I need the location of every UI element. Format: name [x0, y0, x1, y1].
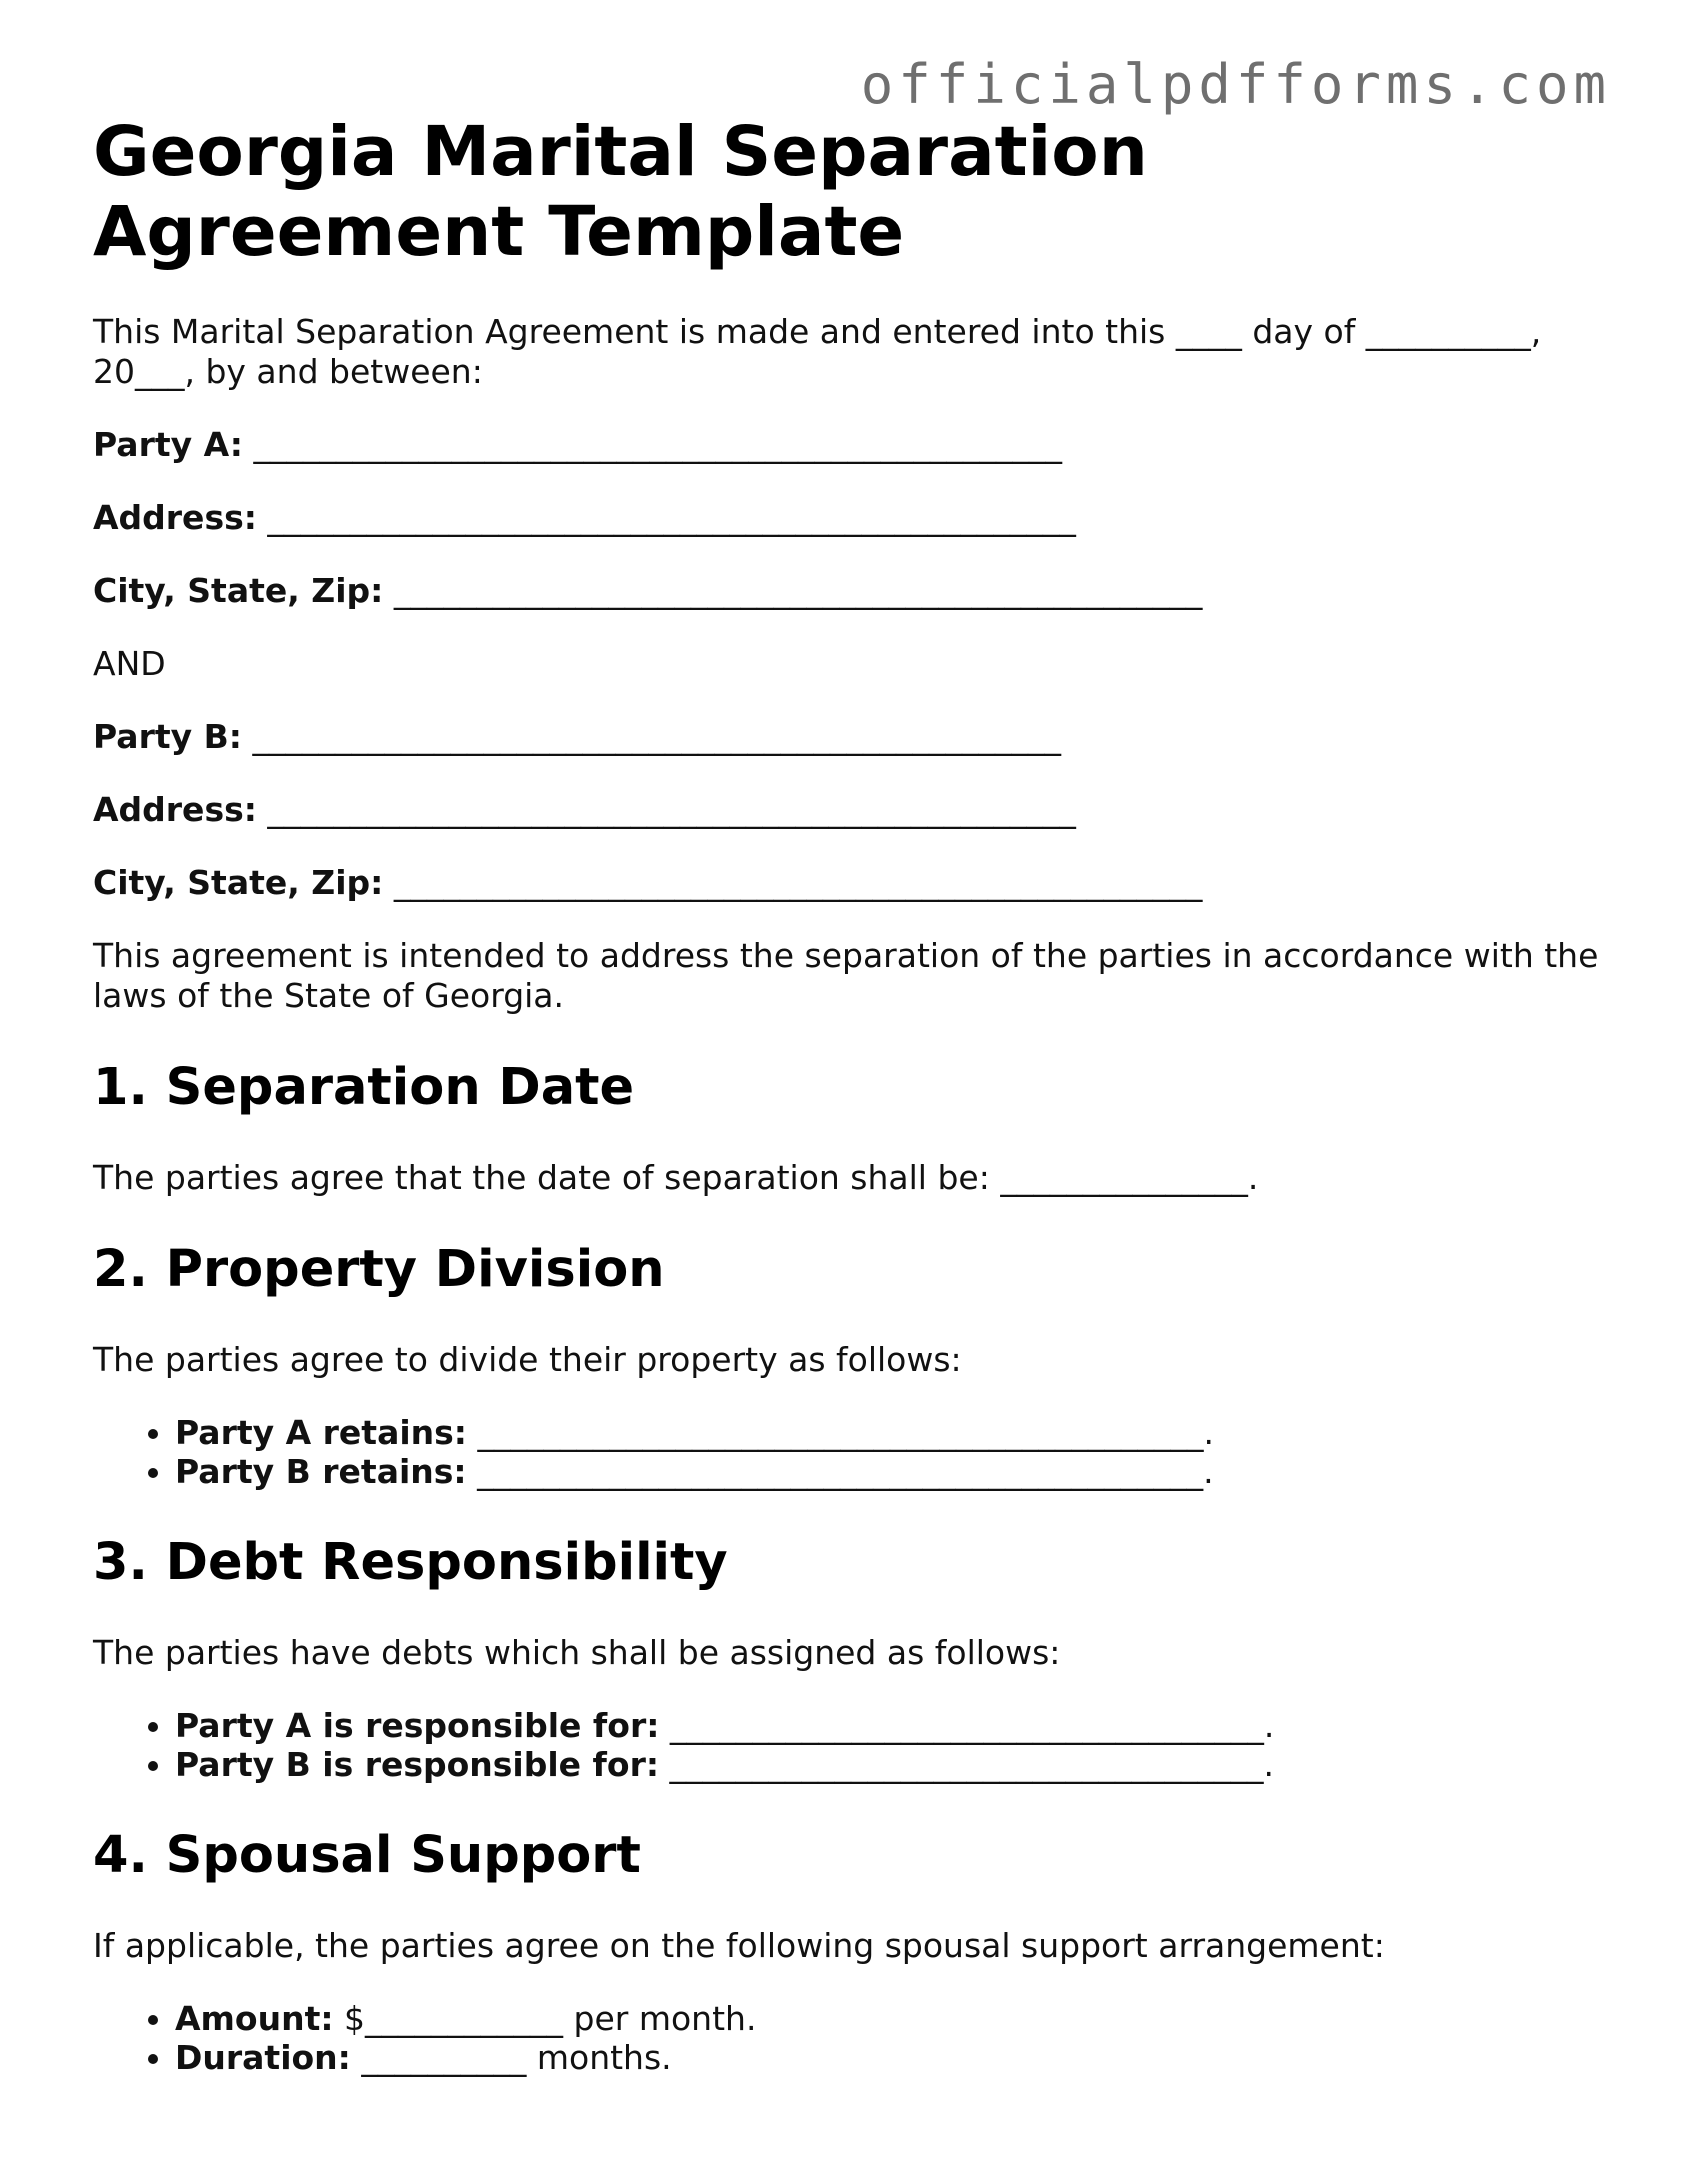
watermark: officialpdfforms.com — [860, 53, 1611, 116]
property-division-text: The parties agree to divide their property as follows: — [93, 1340, 962, 1379]
item-label: Party A retains: — [175, 1413, 467, 1452]
section-heading-spousal-support: 4. Spousal Support — [93, 1826, 641, 1885]
field-label: City, State, Zip: — [93, 571, 384, 610]
party-b-name-field — [93, 717, 1603, 757]
list-item — [175, 1745, 1603, 1784]
spousal-support-text: If applicable, the parties agree on the following spousal support arrangement: — [93, 1926, 1385, 1965]
party-a-name-field — [93, 425, 1603, 465]
field-label: Party B: — [93, 717, 242, 756]
party-a-address-blank[interactable]: _________________________________________________ — [267, 498, 1076, 537]
document-page — [93, 112, 1603, 2110]
party-b-city-field — [93, 863, 1603, 903]
field-label: Address: — [93, 790, 257, 829]
section-heading-debt-responsibility: 3. Debt Responsibility — [93, 1533, 728, 1592]
debt-responsibility-text: The parties have debts which shall be assigned as follows: — [93, 1633, 1061, 1672]
party-b-debt-blank[interactable]: ____________________________________. — [659, 1745, 1275, 1784]
field-label: Party A: — [93, 425, 243, 464]
item-label: Duration: — [175, 2038, 351, 2077]
item-label: Party B retains: — [175, 1452, 467, 1491]
party-b-name-blank[interactable]: _________________________________________________ — [252, 717, 1061, 756]
party-a-city-field — [93, 571, 1603, 611]
support-duration-blank[interactable]: __________ months. — [350, 2038, 672, 2077]
field-label: City, State, Zip: — [93, 863, 384, 902]
list-item — [175, 1452, 1603, 1491]
list-item — [175, 2038, 1603, 2077]
document-title: Georgia Marital Separation Agreement Template — [93, 112, 1148, 272]
party-a-address-field — [93, 498, 1603, 538]
property-division-list — [93, 1413, 1603, 1491]
party-a-retains-blank[interactable]: ____________________________________________. — [467, 1413, 1214, 1452]
list-item — [175, 1999, 1603, 2038]
list-item — [175, 1706, 1603, 1745]
item-label: Amount: — [175, 1999, 334, 2038]
section-heading-separation-date: 1. Separation Date — [93, 1058, 635, 1117]
item-label: Party B is responsible for: — [175, 1745, 660, 1784]
purpose-paragraph: This agreement is intended to address the separation of the parties in accordance with the laws of the State of Georgia. — [93, 936, 1599, 1015]
party-b-address-blank[interactable]: _________________________________________________ — [267, 790, 1076, 829]
list-item — [175, 1413, 1603, 1452]
party-b-retains-blank[interactable]: ____________________________________________. — [466, 1452, 1214, 1491]
and-separator: AND — [93, 644, 166, 683]
debt-responsibility-list — [93, 1706, 1603, 1784]
spousal-support-list — [93, 1999, 1603, 2077]
item-label: Party A is responsible for: — [175, 1706, 660, 1745]
party-b-city-blank[interactable]: _________________________________________________ — [393, 863, 1203, 902]
party-a-name-blank[interactable]: _________________________________________________ — [253, 425, 1062, 464]
party-b-address-field — [93, 790, 1603, 830]
support-amount-blank[interactable]: $____________ per month. — [333, 1999, 757, 2038]
field-label: Address: — [93, 498, 257, 537]
intro-paragraph: This Marital Separation Agreement is made and entered into this ____ day of __________, 20___, by and between: — [93, 312, 1542, 391]
separation-date-text: The parties agree that the date of separation shall be: _______________. — [93, 1158, 1259, 1197]
party-a-debt-blank[interactable]: ____________________________________. — [659, 1706, 1275, 1745]
party-a-city-blank[interactable]: _________________________________________________ — [393, 571, 1203, 610]
section-heading-property-division: 2. Property Division — [93, 1240, 665, 1299]
